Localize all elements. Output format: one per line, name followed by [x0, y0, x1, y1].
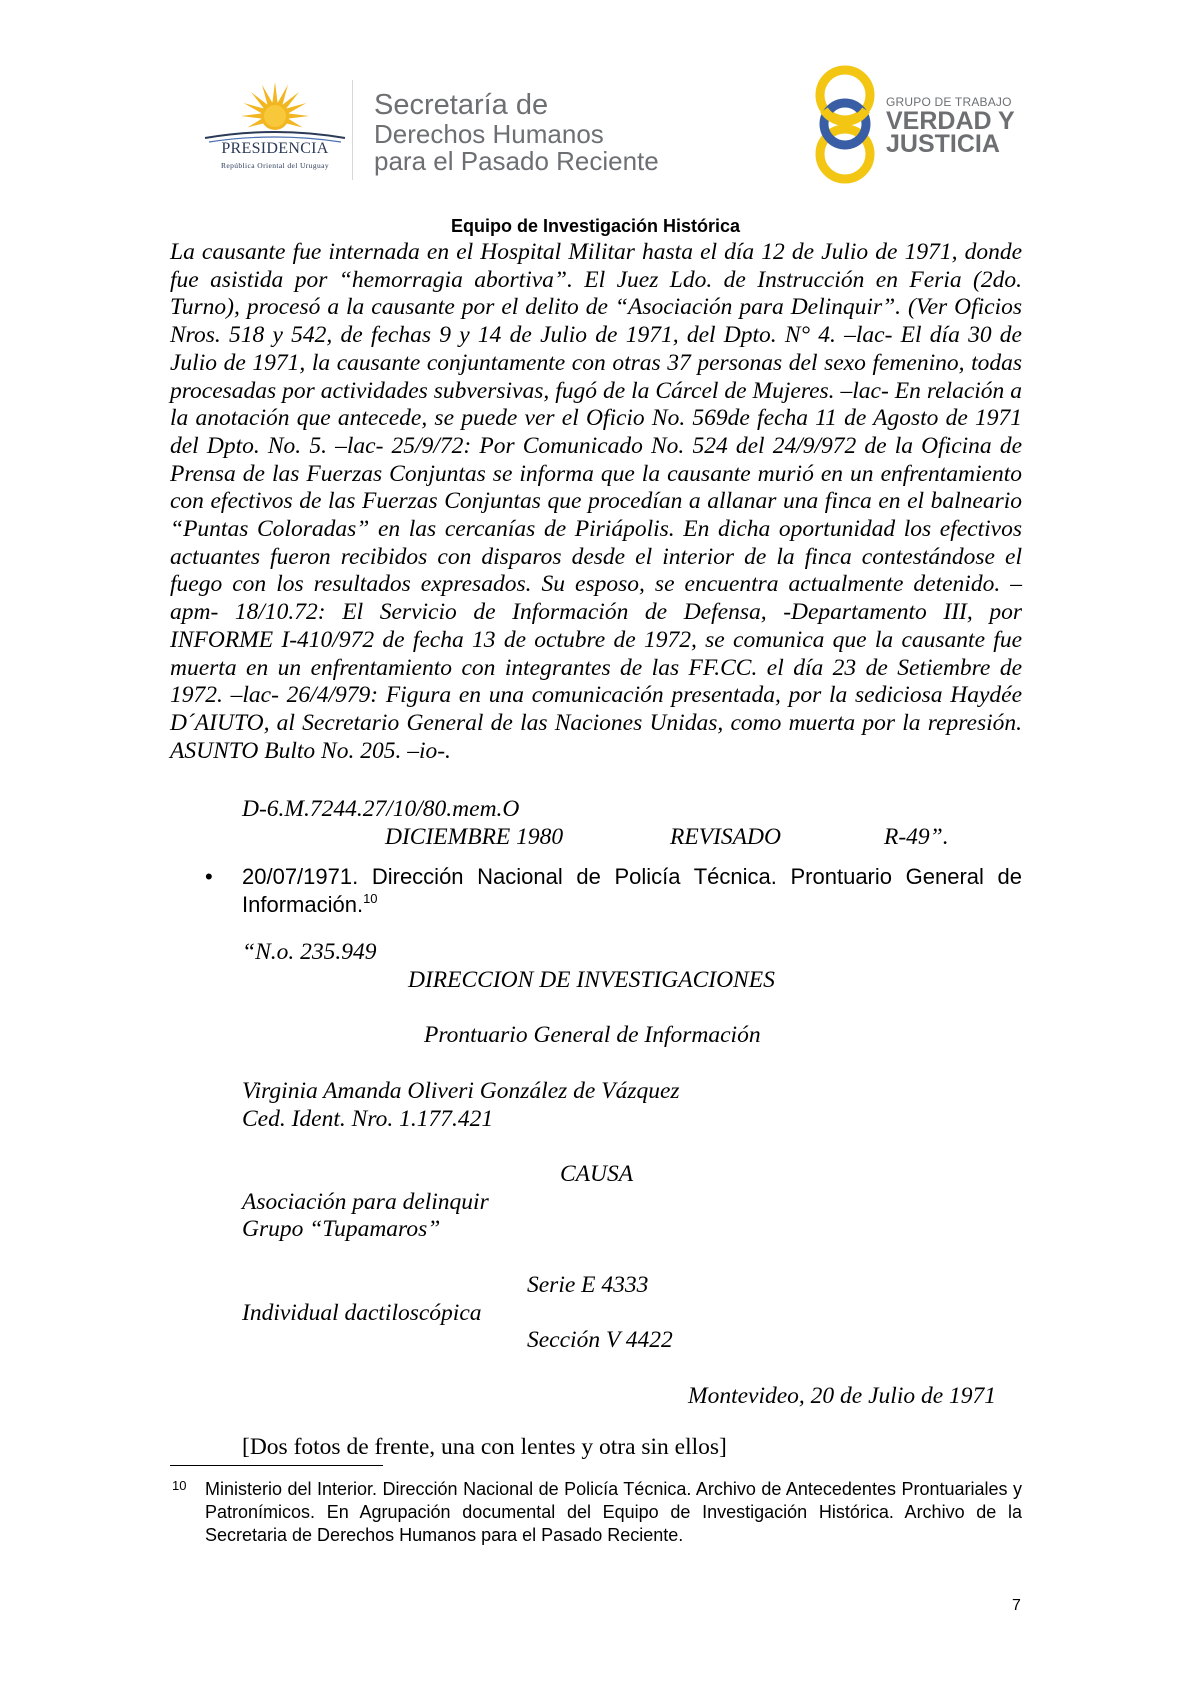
prontuario-serie: Serie E 4333	[527, 1272, 649, 1298]
photos-note: [Dos fotos de frente, una con lentes y otra sin ellos]	[242, 1434, 727, 1460]
footnote-ref[interactable]: 10	[363, 891, 378, 906]
verdad-justicia-rings-logo	[812, 62, 882, 188]
gtvj-label: GRUPO DE TRABAJO	[886, 95, 1012, 109]
record-code: D-6.M.7244.27/10/80.mem.O	[242, 796, 520, 822]
page-number: 7	[1012, 1597, 1021, 1614]
footnote-separator	[170, 1465, 383, 1466]
secretaria-title-line1: Secretaría de	[374, 89, 549, 121]
presidencia-wordmark: PRESIDENCIA	[221, 140, 329, 157]
secretaria-title-line2: Derechos Humanos	[374, 119, 604, 149]
footnote-text: Ministerio del Interior. Dirección Nacional de Policía Técnica. Archivo de Antecedentes Prontuariales y Patronímicos. En Agrupación documental del Equipo de Investigación Histórica. Archivo de la Secretaria de Derechos Humanos para el Pasado Reciente.	[205, 1479, 1022, 1545]
prontuario-name: Virginia Amanda Oliveri González de Vázquez	[242, 1078, 680, 1104]
prontuario-causa-line1: Asociación para delinquir	[242, 1189, 489, 1215]
bullet-marker: •	[205, 864, 213, 889]
prontuario-seccion: Sección V 4422	[527, 1327, 673, 1353]
footnote-number: 10	[172, 1478, 187, 1493]
record-date: DICIEMBRE 1980	[385, 824, 564, 850]
secretaria-title-line3: para el Pasado Reciente	[374, 146, 659, 176]
team-title: Equipo de Investigación Histórica	[450, 216, 741, 236]
record-status: REVISADO	[670, 824, 781, 850]
main-paragraph: La causante fue internada en el Hospital Militar hasta el día 12 de Julio de 1971, donde fue asistida por “hemorragia abortiva”. El Juez Ldo. de Instrucción en Feria (2do. Turno), procesó a la causante por el delito de “Asociación para Delinquir”. (Ver Oficios Nros. 518 y 542, de fechas 9 y 14 de Julio de 1971, del Dpto. N° 4. –lac- El día 30 de Julio de 1971, la causante conjuntamente con otras 37 personas del sexo femenino, todas procesadas por actividades subversivas, fugó de la Cárcel de Mujeres. –lac- En relación a la anotación que antecede, se puede ver el Oficio No. 569de fecha 11 de Agosto de 1971 del Dpto. No. 5. –lac- 25/9/72: Por Comunicado No. 524 del 24/9/972 de la Oficina de Prensa de las Fuerzas Conjuntas se informa que la causante murió en un enfrentamiento con efectivos de las Fuerzas Conjuntas que procedían a allanar una finca en el balneario “Puntas Coloradas” en las cercanías de Piriápolis. En dicha oportunidad los efectivos actuantes fueron recibidos con disparos desde el interior de la finca contestándose el fuego con los resultados expresados. Su esposo, se encuentra actualmente detenido. –apm- 18/10.72: El Servicio de Información de Defensa, -Departamento III, por INFORME I-410/972 de fecha 13 de octubre de 1972, se comunica que la causante fue muerta en un enfrentamiento con integrantes de las FF.CC. el día 23 de Setiembre de 1972. –lac- 26/4/979: Figura en una comunicación presentada, por la sediciosa Haydée D´AIUTO, al Secretario General de las Naciones Unidas, como muerta por la represión. ASUNTO Bulto No. 205. –io-.	[170, 239, 1022, 764]
prontuario-cedula: Ced. Ident. Nro. 1.177.421	[242, 1106, 494, 1132]
presidencia-subtitle: República Oriental del Uruguay	[220, 161, 329, 170]
gtvj-title-line1: VERDAD Y	[886, 107, 1015, 135]
prontuario-causa-line2: Grupo “Tupamaros”	[242, 1216, 441, 1242]
prontuario-causa-label: CAUSA	[560, 1161, 634, 1187]
bullet-item	[242, 863, 1022, 919]
bullet-item-text: 20/07/1971. Dirección Nacional de Policía Técnica. Prontuario General de Información.	[242, 864, 1022, 917]
gtvj-title-line2: JUSTICIA	[886, 130, 1000, 158]
prontuario-number: “N.o. 235.949	[242, 939, 377, 965]
prontuario-place-date: Montevideo, 20 de Julio de 1971	[688, 1383, 997, 1409]
prontuario-individual: Individual dactiloscópica	[242, 1300, 482, 1326]
header-divider	[352, 80, 353, 180]
record-ref: R-49”.	[884, 824, 949, 850]
prontuario-title: Prontuario General de Información	[424, 1022, 761, 1048]
prontuario-direccion: DIRECCION DE INVESTIGACIONES	[408, 967, 775, 993]
